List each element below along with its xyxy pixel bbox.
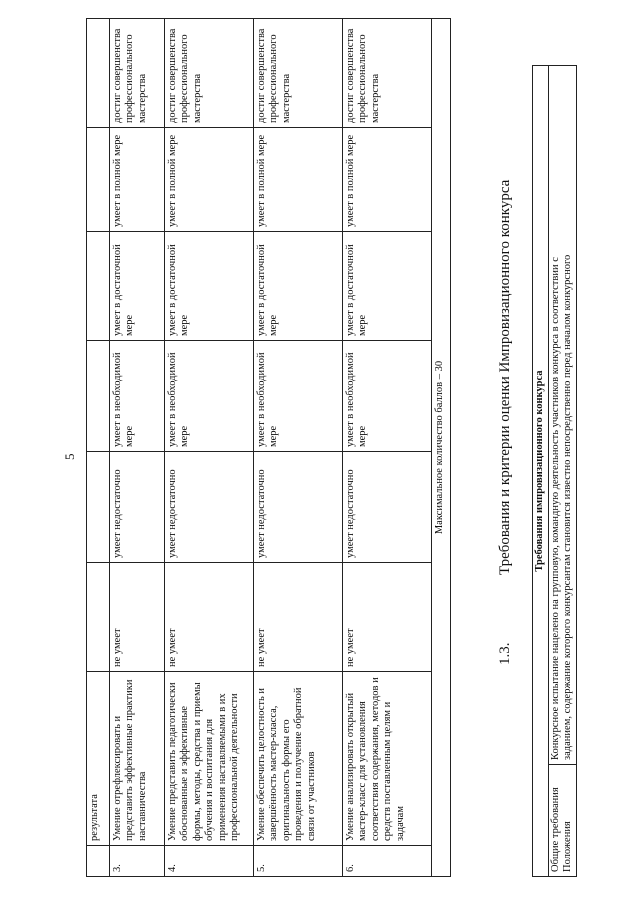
level-1: умеет недостаточно: [110, 452, 165, 563]
requirements-header: Требования импровизационного конкурса: [533, 66, 549, 877]
table-cell: [87, 19, 110, 128]
section-title: Требования и критерии оценки Импровизационного конкурса: [497, 179, 513, 575]
criterion-text: Умение отрефлексировать и представить эффективные практики наставничества: [110, 672, 165, 846]
table-cell: [87, 846, 110, 877]
table-row: [548, 66, 576, 877]
label-provisions: Положения: [562, 821, 574, 872]
level-0: не умеет: [343, 563, 432, 672]
criteria-table: [86, 18, 451, 877]
level-4: умеет в полной мере: [254, 128, 343, 232]
page-number: 5: [62, 453, 77, 460]
level-4: умеет в полной мере: [343, 128, 432, 232]
table-cell: результата: [87, 672, 110, 846]
section-number: 1.3.: [497, 642, 513, 665]
row-number: 3.: [110, 846, 165, 877]
level-1: умеет недостаточно: [254, 452, 343, 563]
table-row: [343, 19, 432, 877]
level-0: не умеет: [165, 563, 254, 672]
level-3: умеет в достаточной мере: [254, 232, 343, 341]
table-cell: [87, 341, 110, 452]
requirements-table: [532, 65, 577, 877]
row-number: 5.: [254, 846, 343, 877]
table-row: [87, 19, 110, 877]
level-1: умеет недостаточно: [165, 452, 254, 563]
level-3: умеет в достаточной мере: [165, 232, 254, 341]
max-score: Максимальное количество баллов – 30: [432, 19, 451, 877]
level-2: умеет в необходимой мере: [254, 341, 343, 452]
table-cell: [87, 452, 110, 563]
level-0: не умеет: [254, 563, 343, 672]
row-number: 4.: [165, 846, 254, 877]
level-5: достиг совершенства профессионального мастерства: [165, 19, 254, 128]
level-5: достиг совершенства профессионального мастерства: [254, 19, 343, 128]
table-cell: [87, 563, 110, 672]
level-2: умеет в необходимой мере: [165, 341, 254, 452]
row-number: 6.: [343, 846, 432, 877]
requirements-text: [548, 66, 576, 765]
table-row: [110, 19, 165, 877]
requirements-label: [548, 765, 576, 877]
level-0: не умеет: [110, 563, 165, 672]
criterion-text: Умение представить педагогически обоснованные и эффективные формы, методы, средства и приемы обучения и воспитания для применения наставляемыми в их профессиональной деятельности: [165, 672, 254, 846]
level-4: умеет в полной мере: [165, 128, 254, 232]
table-row: [432, 19, 451, 877]
criterion-text: Умение обеспечить целостность и завершённость мастер-класса, оригинальность формы его проведения и получение обратной связи от участников: [254, 672, 343, 846]
text-line: заданием, содержание которого конкурсантам становится известно непосредственно перед началом конкурсного: [562, 254, 574, 760]
table-cell: [87, 128, 110, 232]
level-5: достиг совершенства профессионального мастерства: [110, 19, 165, 128]
level-3: умеет в достаточной мере: [110, 232, 165, 341]
level-2: умеет в необходимой мере: [110, 341, 165, 452]
level-3: умеет в достаточной мере: [343, 232, 432, 341]
label-general: Общие требования: [549, 787, 561, 872]
criterion-text: Умение анализировать открытый мастер-класс для установления соответствия содержания, методов и средств поставленным целям и задачам: [343, 672, 432, 846]
level-5: достиг совершенства профессионального мастерства: [343, 19, 432, 128]
level-2: умеет в необходимой мере: [343, 341, 432, 452]
text-line: Конкурсное испытание нацелено на групповую, командную деятельность участников конкурса в соответствии с: [549, 257, 561, 760]
level-4: умеет в полной мере: [110, 128, 165, 232]
table-row: [533, 66, 549, 877]
table-row: [254, 19, 343, 877]
table-row: [165, 19, 254, 877]
level-1: умеет недостаточно: [343, 452, 432, 563]
table-cell: [87, 232, 110, 341]
